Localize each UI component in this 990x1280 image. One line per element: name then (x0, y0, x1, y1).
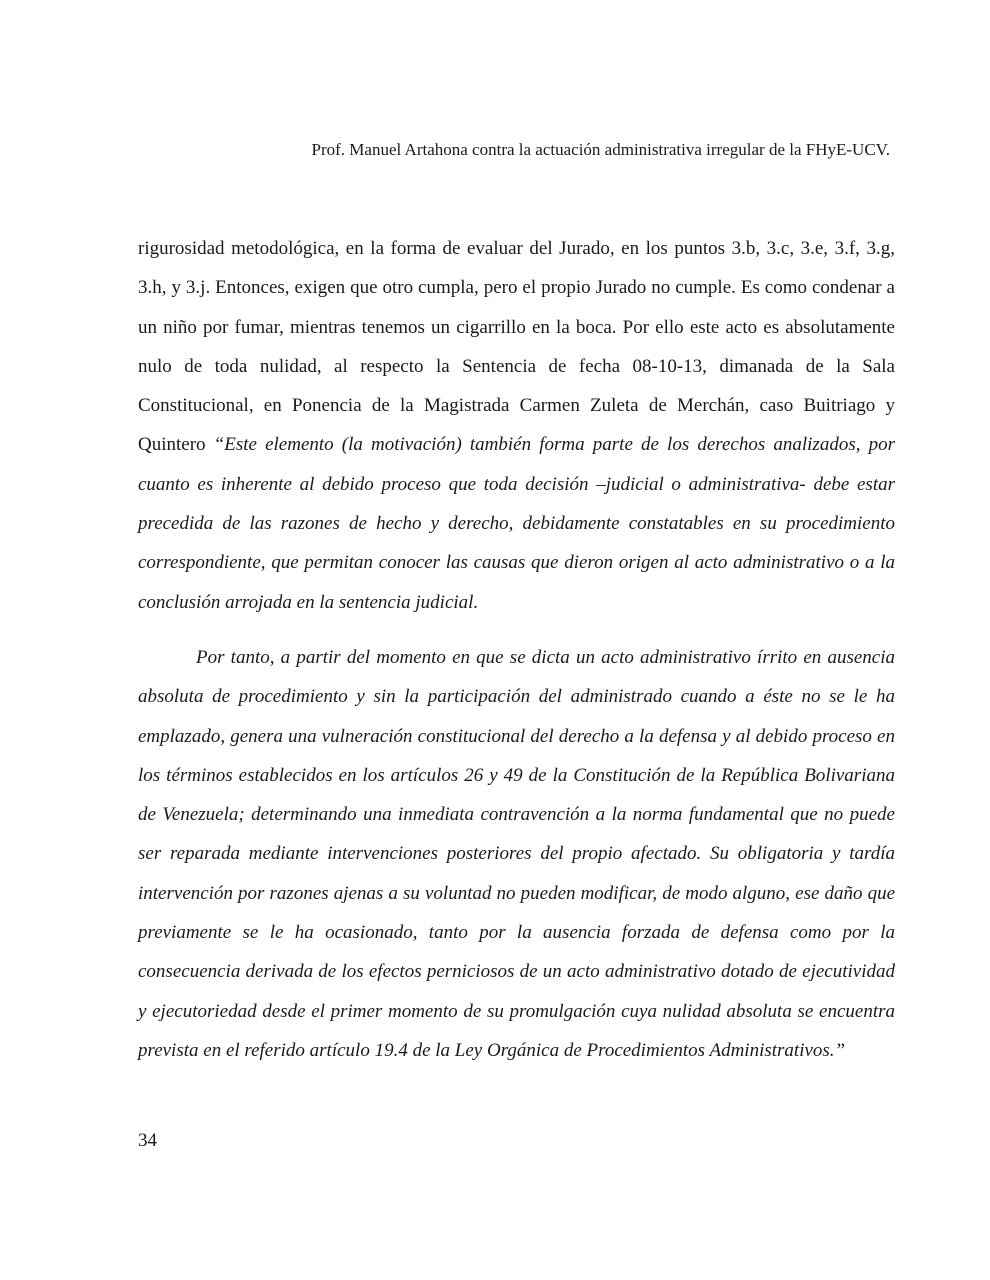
paragraph-1-quote: “Este elemento (la motivación) también forma parte de los derechos analizados, por cuanto es inherente al debido proceso que toda decisión –judicial o administrativa- debe estar precedida de las razones de hecho y derecho, debidamente constatables en su procedimiento correspondiente, que permitan conocer las causas que dieron origen al acto administrativo o a la conclusión arrojada en la sentencia judicial. (138, 434, 895, 613)
paragraph-1 (138, 229, 895, 622)
running-header: Prof. Manuel Artahona contra la actuación administrativa irregular de la FHyE-UCV. (311, 140, 890, 159)
body-text (138, 229, 895, 1070)
paragraph-2: Por tanto, a partir del momento en que se dicta un acto administrativo írrito en ausencia absoluta de procedimiento y sin la participación del administrado cuando a éste no se le ha emplazado, genera una vulneración constitucional del derecho a la defensa y al debido proceso en los términos establecidos en los artículos 26 y 49 de la Constitución de la República Bolivariana de Venezuela; determinando una inmediata contravención a la norma fundamental que no puede ser reparada mediante intervenciones posteriores del propio afectado. Su obligatoria y tardía intervención por razones ajenas a su voluntad no pueden modificar, de modo alguno, ese daño que previamente se le ha ocasionado, tanto por la ausencia forzada de defensa como por la consecuencia derivada de los efectos perniciosos de un acto administrativo dotado de ejecutividad y ejecutoriedad desde el primer momento de su promulgación cuya nulidad absoluta se encuentra prevista en el referido artículo 19.4 de la Ley Orgánica de Procedimientos Administrativos.” (138, 646, 895, 1061)
page-number: 34 (138, 1130, 157, 1151)
paragraph-1-plain-text: rigurosidad metodológica, en la forma de evaluar del Jurado, en los puntos 3.b, 3.c, 3.e, 3.f, 3.g, 3.h, y 3.j. Entonces, exigen que otro cumpla, pero el propio Jurado no cumple. Es como condenar a un niño por fumar, mientras tenemos un cigarrillo en la boca. Por ello este acto es absolutamente nulo de toda nulidad, al respecto la Sentencia de fecha 08-10-13, dimanada de la Sala Constitucional, en Ponencia de la Magistrada Carmen Zuleta de Merchán, caso Buitriago y Quintero (138, 238, 895, 456)
